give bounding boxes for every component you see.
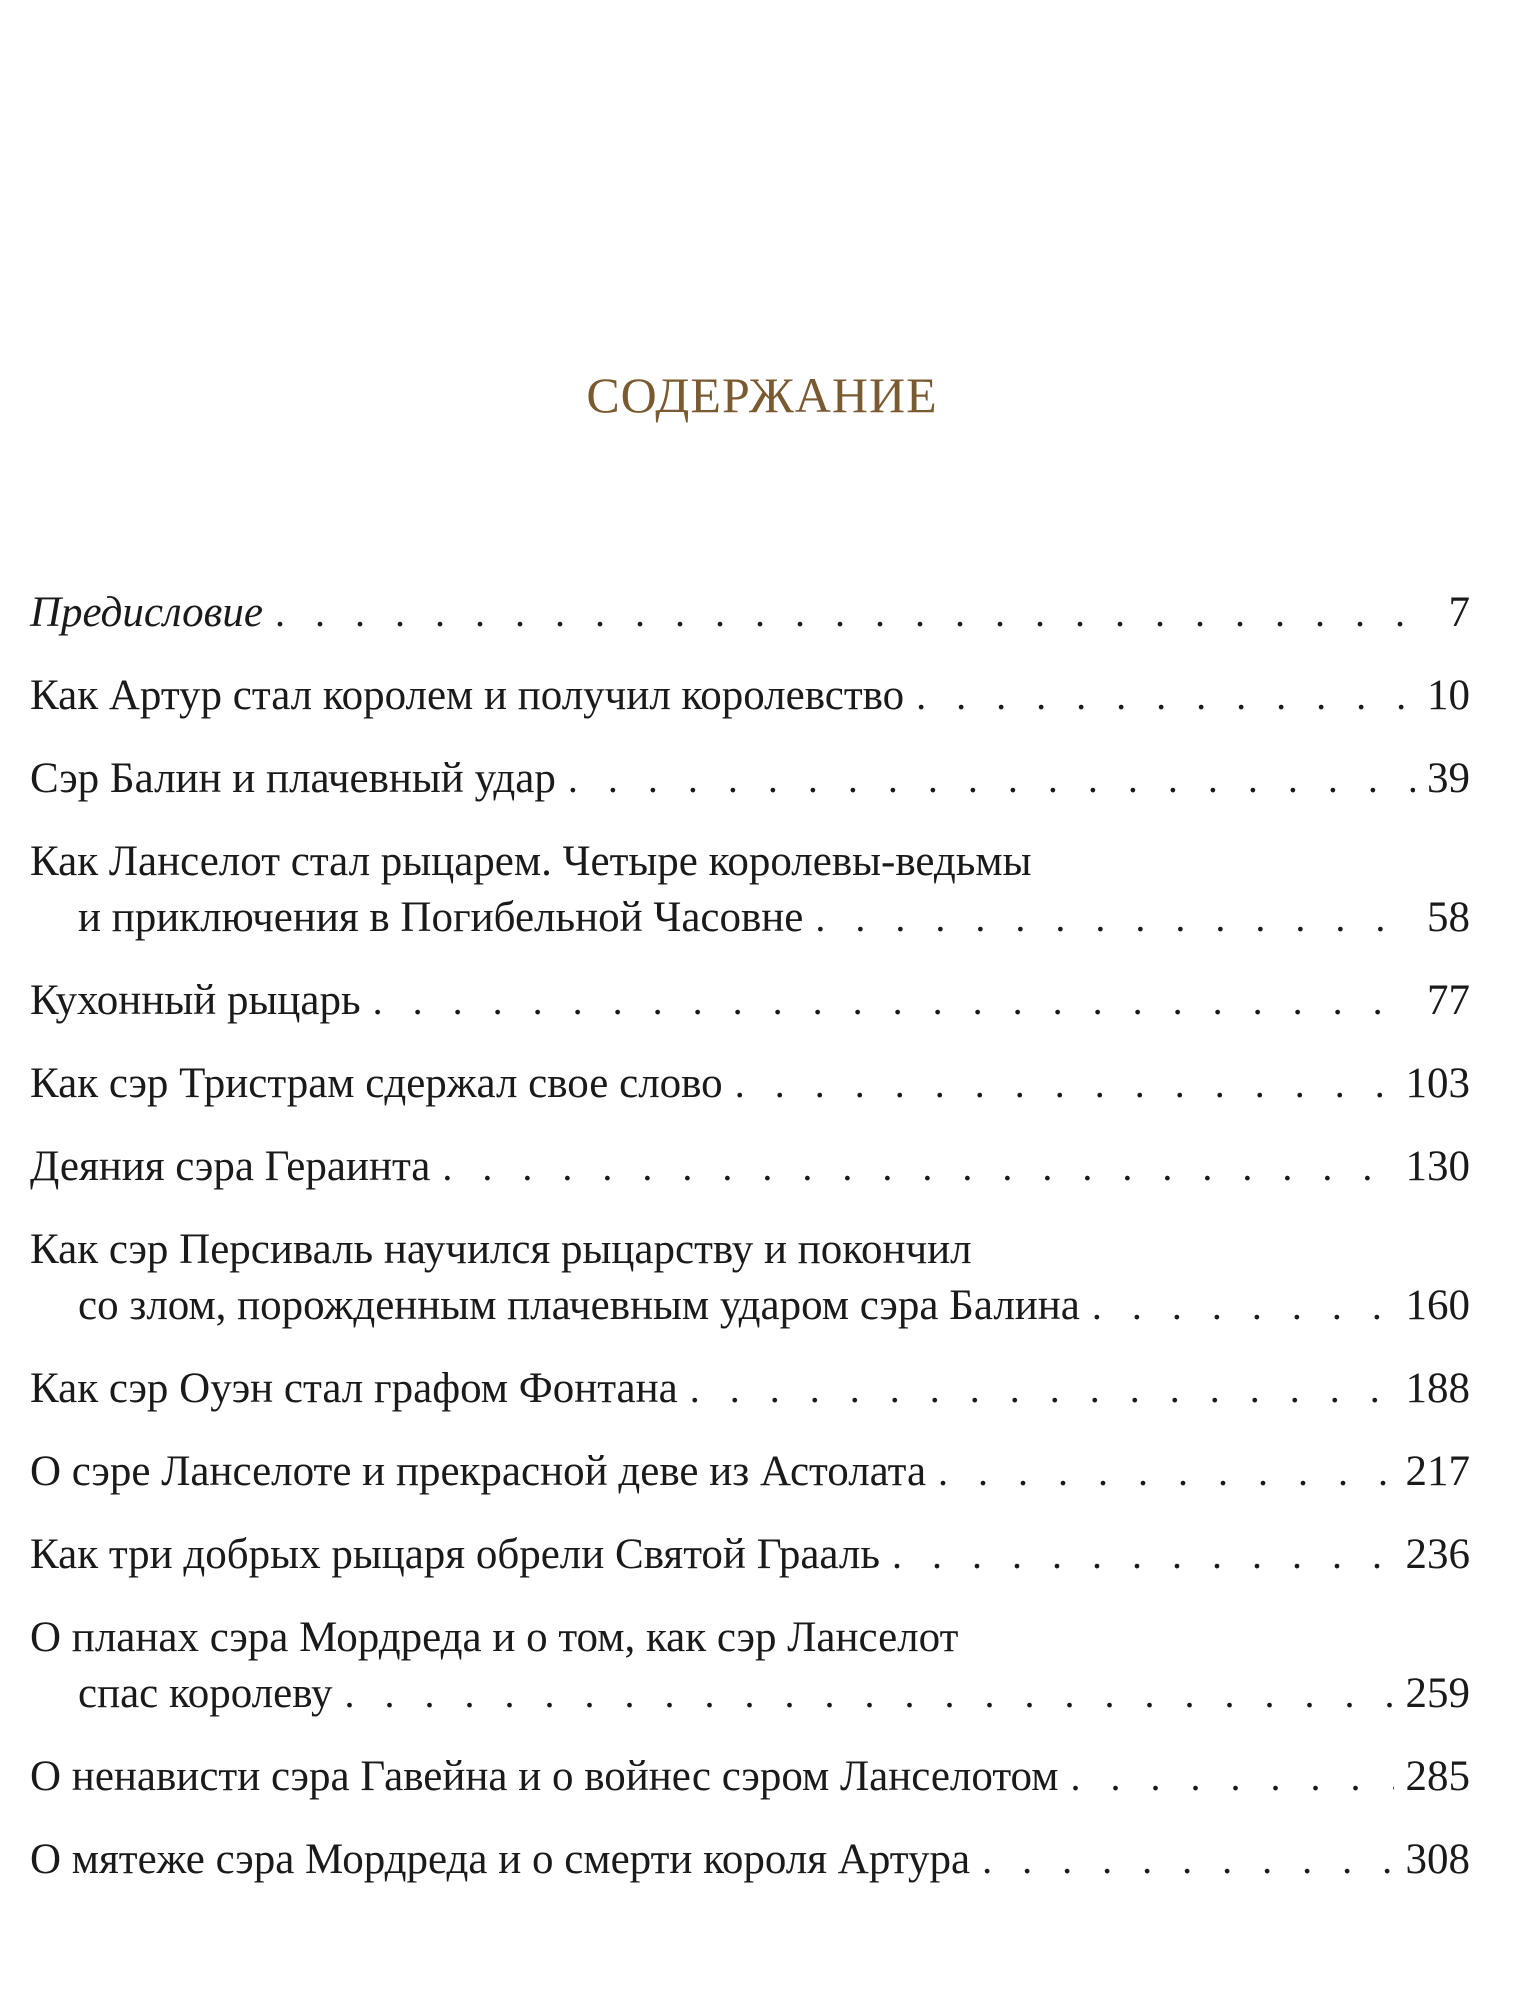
toc-page-number: 130 [1405,1143,1470,1190]
toc-entry-title: Как сэр Оуэн стал графом Фонтана [30,1365,678,1412]
dot-leader [1070,1749,1393,1805]
toc-entry-title: Как три добрых рыцаря обрели Святой Грааль [30,1531,880,1578]
toc-page-number: 77 [1427,977,1470,1024]
toc-page-number: 39 [1427,755,1470,802]
toc-entry-title: Сэр Балин и плачевный удар [30,755,556,802]
toc-entry-title: Как Артур стал королем и получил королевство [30,672,905,719]
toc-entry[interactable] [30,1222,1470,1334]
dot-leader [815,890,1415,946]
toc-page-number: 259 [1405,1670,1470,1717]
toc-entry[interactable] [30,1527,1470,1583]
dot-leader [442,1139,1393,1195]
toc-entry-title: О сэре Ланселоте и прекрасной деве из Астолата [30,1448,927,1495]
toc-page-number: 188 [1405,1365,1470,1412]
toc-entry-title-line2: спас королеву [78,1670,333,1717]
toc-entry-title-line2: со злом, порожденным плачевным ударом сэра Балина [78,1282,1080,1329]
dot-leader [982,1832,1393,1888]
toc-entry-title: Как сэр Тристрам сдержал свое слово [30,1060,723,1107]
toc-page-number: 7 [1448,589,1470,636]
dot-leader [275,585,1437,641]
toc-entry-title: Предисловие [30,589,263,636]
toc-page-number: 308 [1405,1836,1470,1883]
toc-entry[interactable] [30,1056,1470,1112]
toc-entry[interactable] [30,1749,1470,1805]
toc-entry[interactable] [30,751,1470,807]
toc-entry-title: О мятеже сэра Мордреда и о смерти короля Артура [30,1836,971,1883]
toc-entry[interactable] [30,1832,1470,1888]
toc-entry[interactable] [30,973,1470,1029]
dot-leader [1092,1278,1394,1334]
dot-leader [892,1527,1394,1583]
dot-leader [568,751,1415,807]
toc-entry-title-line1: Как сэр Персиваль научился рыцарству и покончил [30,1226,972,1273]
toc-entry[interactable] [30,834,1470,946]
toc-entry-title-line1: О планах сэра Мордреда и о том, как сэр Ланселот [30,1614,959,1661]
toc-entry[interactable] [30,1610,1470,1722]
toc-entry-title-line1: Как Ланселот стал рыцарем. Четыре королевы-ведьмы [30,838,1032,885]
dot-leader [735,1056,1394,1112]
toc-page-number: 160 [1405,1282,1470,1329]
dot-leader [916,668,1415,724]
dot-leader [373,973,1415,1029]
toc-entry[interactable] [30,1139,1470,1195]
toc-page-number: 236 [1405,1531,1470,1578]
toc-entry[interactable] [30,1444,1470,1500]
toc-page-number: 103 [1405,1060,1470,1107]
toc-entry-title: Деяния сэра Гераинта [30,1143,431,1190]
toc-entry-title: О ненависти сэра Гавейна и о войнес сэром Ланселотом [30,1753,1059,1800]
toc-entry-preface[interactable] [30,585,1470,641]
toc-entry-title: Кухонный рыцарь [30,977,361,1024]
toc-page-number: 10 [1427,672,1470,719]
dot-leader [690,1361,1394,1417]
dot-leader [938,1444,1393,1500]
dot-leader [345,1666,1394,1722]
toc-page-number: 58 [1427,894,1470,941]
toc-page-number: 217 [1405,1448,1470,1495]
table-of-contents [30,585,1470,1915]
toc-entry[interactable] [30,668,1470,724]
toc-page-number: 285 [1405,1753,1470,1800]
toc-entry-title-line2: и приключения в Погибельной Часовне [78,894,804,941]
toc-entry[interactable] [30,1361,1470,1417]
page-title: СОДЕРЖАНИЕ [586,367,938,423]
